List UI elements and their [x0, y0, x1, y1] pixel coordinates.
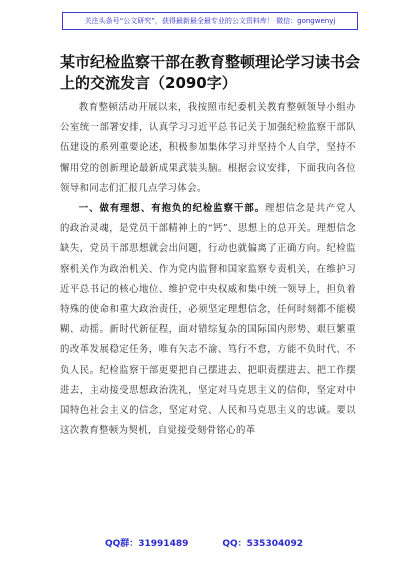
section-paragraph — [60, 199, 356, 441]
header-banner — [62, 12, 358, 30]
footer-qq: QQ：535304092 — [222, 539, 304, 549]
document-title: 某市纪检监察干部在教育整顿理论学习读书会上的交流发言（2090字） — [60, 53, 361, 92]
document-body — [60, 98, 356, 441]
section-heading: 一、做有理想、有抱负的纪检监察干部。 — [78, 203, 266, 215]
header-banner-text: 关注头条号“公文研究”，获得最新最全最专业的公文资料库！ 微信：gongwenyj — [84, 17, 336, 25]
footer-qq-group: QQ群：31991489 — [104, 539, 189, 549]
section-body-text: 理想信念是共产党人的政治灵魂，是党员干部精神上的“钙”、思想上的总开关。理想信念缺失，党员干部思想就会出问题，行动也就偏离了正确方向。纪检监察机关作为政治机关、作为党内监督和国家监察专责机关，在维护习近平总书记的核心地位、维护党中央权威和集中统一领导上，担负着特殊的使命和重大政治责任，必须坚定理想信念，任何时刻都不能模糊、动摇。新时代新征程，面对错综复杂的国际国内形势、艰巨繁重的改革发展稳定任务，唯有矢志不渝、笃行不怠，方能不负时代、不负人民。纪检监察干部更要把自己摆进去、把职责摆进去、把工作摆进去，主动接受思想政治洗礼，坚定对马克思主义的信仰，坚定对中国特色社会主义的信念，坚定对党、人民和马克思主义的忠诚。要以这次教育整顿为契机，自觉接受刻骨铭心的革 — [60, 203, 356, 437]
footer — [0, 536, 408, 552]
intro-paragraph: 教育整顿活动开展以来，我按照市纪委机关教育整顿领导小组办公室统一部署安排，认真学习习近平总书记关于加强纪检监察干部队伍建设的系列重要论述，积极参加集体学习并坚持个人自学，坚持不懈用党的创新理论最新成果武装头脑。根据会议安排，下面我向各位领导和同志们汇报几点学习体会。 — [60, 102, 356, 194]
